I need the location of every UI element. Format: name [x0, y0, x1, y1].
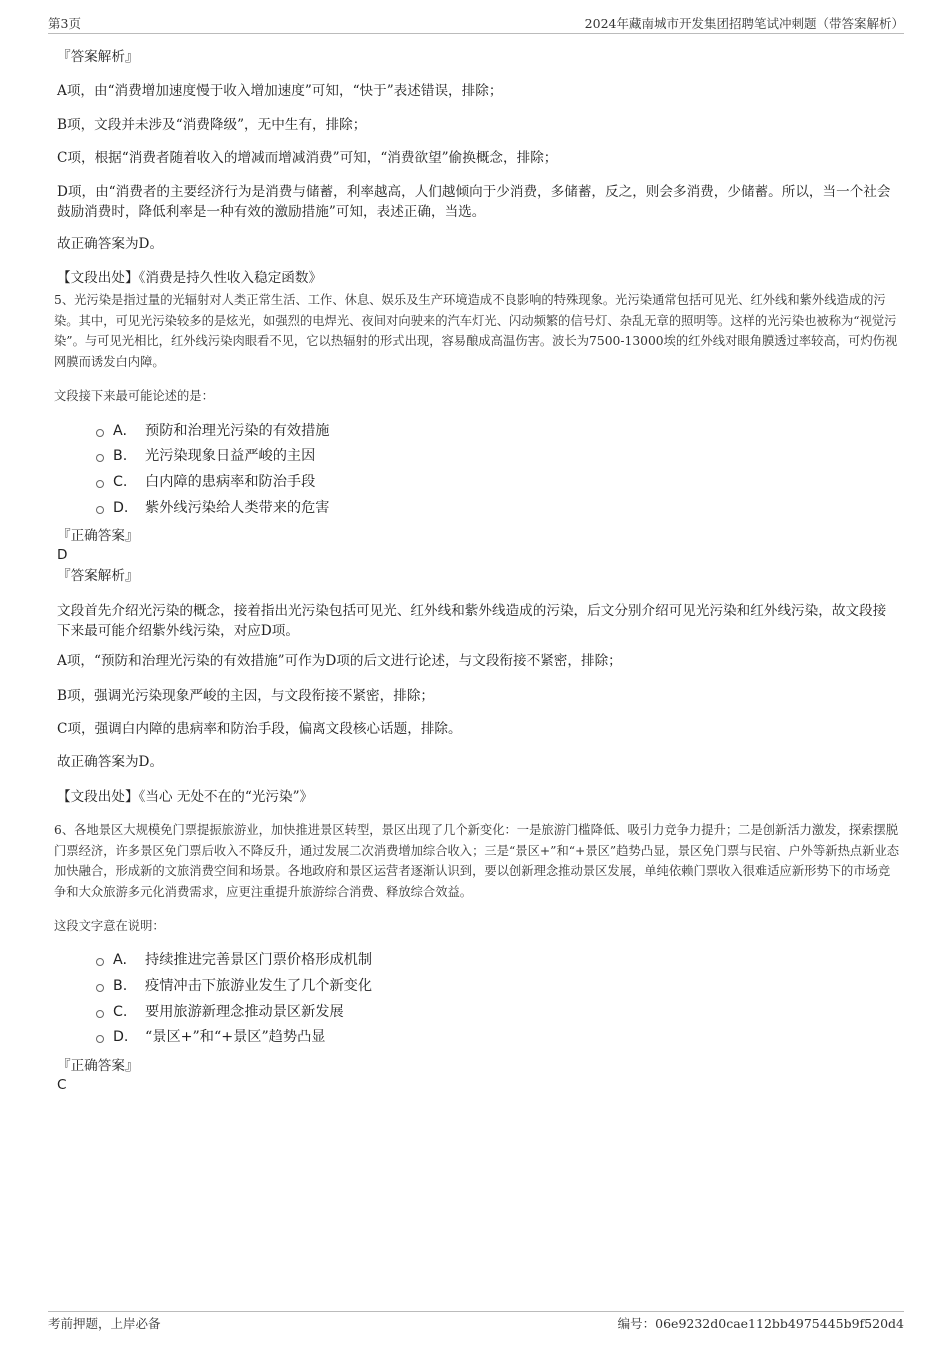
q6-answer: C: [57, 1077, 67, 1093]
option-text: 白内障的患病率和防治手段: [145, 474, 316, 490]
q5-source: 【文段出处】《当心 无处不在的“光污染”》: [57, 789, 314, 805]
q4-analysis-b: B项，文段并未涉及“消费降级”，无中生有，排除；: [57, 117, 367, 133]
option-text: “景区+”和“+景区”趋势凸显: [145, 1029, 326, 1045]
option-text: 疫情冲击下旅游业发生了几个新变化: [145, 978, 373, 994]
q5-stem: 5、光污染是指过量的光辐射对人类正常生活、工作、休息、娱乐及生产环境造成不良影响的特殊现象。光污染通常包括可见光、红外线和紫外线造成的污染。其中，可见光污染较多的是炫光，如强烈的电焊光、夜间对向驶来的汽车灯光、闪动频繁的信号灯、杂乱无章的照明等。这样的光污染也被称为“视觉污染”。与可见光相比，红外线污染肉眼看不见，它以热辐射的形式出现，容易酿成高温伤害。波长为7500-13000埃的红外线对眼角膜透过率较高，可灼伤视网膜而诱发白内障。: [54, 293, 898, 369]
q4-analysis-title: 『答案解析』: [57, 49, 139, 65]
q5-option-b[interactable]: [96, 446, 315, 466]
q4-analysis-c: C项，根据“消费者随着收入的增减而增减消费”可知，“消费欲望”偷换概念，排除；: [57, 150, 558, 166]
option-letter: C.: [113, 474, 128, 490]
footer-slogan: 考前押题，上岸必备: [48, 1316, 161, 1331]
q5-analysis-c: C项，强调白内障的患病率和防治手段，偏离文段核心话题，排除。: [57, 721, 462, 737]
option-text: 持续推进完善景区门票价格形成机制: [145, 952, 373, 968]
q6-answer-title: 『正确答案』: [57, 1058, 139, 1074]
q6-option-d[interactable]: [96, 1027, 325, 1047]
document-code: 编号：06e9232d0cae112bb4975445b9f520d4: [617, 1316, 904, 1331]
q6-stem: 6、各地景区大规模免门票提振旅游业，加快推进景区转型，景区出现了几个新变化：一是旅游门槛降低、吸引力竞争力提升；二是创新活力激发，探索摆脱门票经济，许多景区免门票后收入不降反升，通过发展二次消费增加综合收入；三是“景区+”和“+景区”趋势凸显，景区免门票与民宿、户外等新热点新业态加快融合，形成新的文旅消费空间和场景。各地政府和景区运营者逐渐认识到，要以创新理念推动景区发展，单纯依赖门票收入很难适应新形势下的市场竞争和大众旅游多元化消费需求，应更注重提升旅游综合消费、释放综合效益。: [54, 823, 900, 899]
q5-analysis-a: A项，“预防和治理光污染的有效措施”可作为D项的后文进行论述，与文段衔接不紧密，排除；: [57, 653, 622, 669]
radio-icon[interactable]: [96, 1035, 104, 1043]
page-header: [48, 14, 904, 32]
option-letter: C.: [113, 1004, 128, 1020]
option-text: 预防和治理光污染的有效措施: [145, 423, 330, 439]
document-title: 2024年藏南城市开发集团招聘笔试冲刺题（带答案解析）: [584, 16, 904, 31]
q5-analysis-main: 文段首先介绍光污染的概念，接着指出光污染包括可见光、红外线和紫外线造成的污染，后文分别介绍可见光污染和红外线污染，故文段接下来最可能介绍紫外线污染，对应D项。: [57, 603, 887, 639]
q4-analysis-d: D项，由“消费者的主要经济行为是消费与储蓄，利率越高，人们越倾向于少消费，多储蓄，反之，则会多消费，少储蓄。所以，当一个社会鼓励消费时，降低利率是一种有效的激励措施”可知，表述正确，当选。: [57, 184, 891, 220]
q4-analysis-a: A项，由“消费增加速度慢于收入增加速度”可知，“快于”表述错误，排除；: [57, 83, 503, 99]
q5-option-a[interactable]: [96, 421, 329, 441]
radio-icon[interactable]: [96, 429, 104, 437]
page-footer: [48, 1314, 904, 1332]
q5-prompt: 文段接下来最可能论述的是：: [54, 389, 214, 403]
q5-answer-title: 『正确答案』: [57, 528, 139, 544]
radio-icon[interactable]: [96, 480, 104, 488]
radio-icon[interactable]: [96, 454, 104, 462]
q5-analysis-b: B项，强调光污染现象严峻的主因，与文段衔接不紧密，排除；: [57, 688, 435, 704]
q6-option-a[interactable]: [96, 950, 372, 970]
option-letter: A.: [113, 952, 127, 968]
option-letter: A.: [113, 423, 127, 439]
option-text: 光污染现象日益严峻的主因: [145, 448, 316, 464]
q5-analysis-title: 『答案解析』: [57, 568, 139, 584]
option-text: 要用旅游新理念推动景区新发展: [145, 1004, 344, 1020]
q5-option-c[interactable]: [96, 472, 315, 492]
q5-option-d[interactable]: [96, 498, 329, 518]
option-letter: B.: [113, 448, 128, 464]
option-letter: B.: [113, 978, 128, 994]
q5-conclusion: 故正确答案为D。: [57, 754, 164, 770]
footer-divider: [48, 1311, 904, 1312]
q6-option-b[interactable]: [96, 976, 372, 996]
radio-icon[interactable]: [96, 1010, 104, 1018]
q5-answer: D: [57, 547, 68, 563]
q4-source: 【文段出处】《消费是持久性收入稳定函数》: [57, 270, 323, 286]
radio-icon[interactable]: [96, 506, 104, 514]
radio-icon[interactable]: [96, 958, 104, 966]
option-text: 紫外线污染给人类带来的危害: [145, 500, 330, 516]
page-number: 第3页: [48, 16, 81, 31]
header-divider: [48, 33, 904, 34]
option-letter: D.: [113, 500, 129, 516]
option-letter: D.: [113, 1029, 129, 1045]
radio-icon[interactable]: [96, 984, 104, 992]
q6-option-c[interactable]: [96, 1002, 344, 1022]
q6-prompt: 这段文字意在说明：: [54, 919, 165, 933]
q4-conclusion: 故正确答案为D。: [57, 236, 164, 252]
